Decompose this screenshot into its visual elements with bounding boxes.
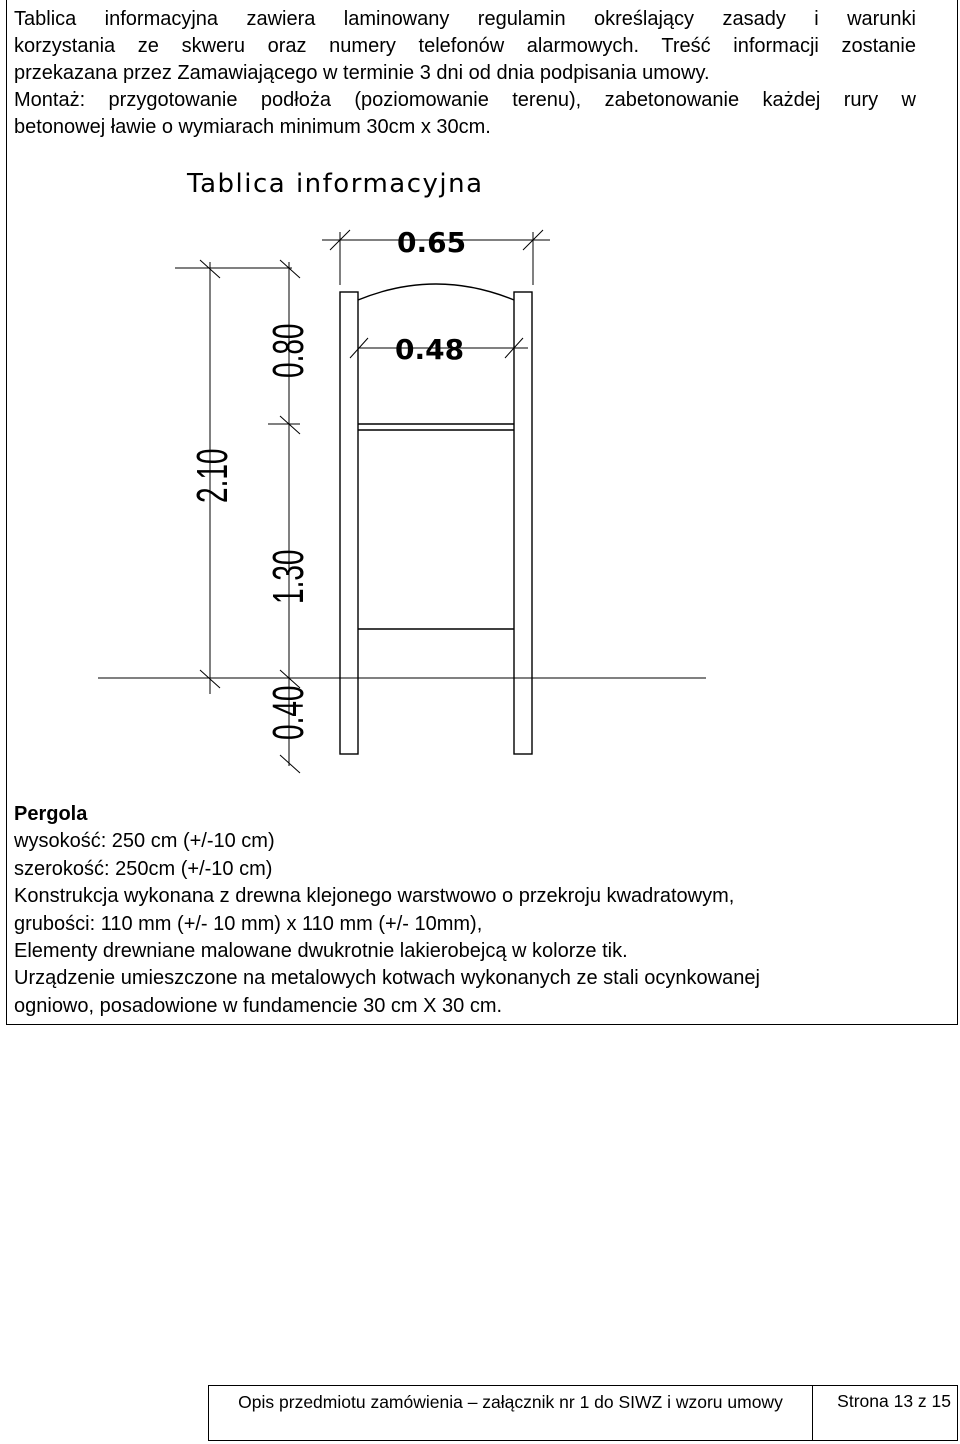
right-post [514,292,532,754]
dim-total-height: 2.10 [187,448,237,503]
pergola-line: Urządzenie umieszczone na metalowych kotwach wykonanych ze stali ocynkowanej [14,967,760,990]
intro-line: Montaż: przygotowanie podłoża (poziomowanie terenu), zabetonowanie każdej rury w [14,89,916,111]
pergola-title: Pergola [14,803,88,825]
dim-post-height: 1.30 [263,549,313,604]
page-footer [208,1385,958,1441]
footer-description: Opis przedmiotu zamówienia – załącznik nr 1 do SIWZ i wzoru umowy [209,1386,813,1440]
pergola-line: Konstrukcja wykonana z drewna klejonego warstwowo o przekroju kwadratowym, [14,885,735,908]
pergola-line: ogniowo, posadowione w fundamencie 30 cm X 30 cm. [14,994,503,1017]
pergola-section [14,801,944,1020]
intro-line: betonowej ławie o wymiarach minimum 30cm x 30cm. [14,116,491,138]
intro-line: przekazana przez Zamawiającego w terminie 3 dni od dnia podpisania umowy. [14,62,710,84]
top-arch [358,284,514,300]
dim-width-top: 0.65 [397,226,467,259]
dim-board-height: 0.80 [263,323,313,378]
pergola-line: wysokość: 250 cm (+/-10 cm) [14,830,275,853]
intro-line: korzystania ze skweru oraz numery telefonów alarmowych. Treść informacji zostanie [14,35,916,57]
pergola-line: szerokość: 250cm (+/-10 cm) [14,857,273,880]
dim-foundation: 0.40 [263,685,313,740]
intro-line: Tablica informacyjna zawiera laminowany regulamin określający zasady i warunki [14,8,916,30]
pergola-line: grubości: 110 mm (+/- 10 mm) x 110 mm (+/- 10mm), [14,912,483,935]
footer-page-number: Strona 13 z 15 [837,1391,951,1411]
drawing-title: Tablica informacyjna [187,169,484,199]
pergola-line: Elementy drewniane malowane dwukrotnie lakierobejcą w kolorze tik. [14,940,628,963]
left-post [340,292,358,754]
dim-width-board: 0.48 [395,333,465,366]
